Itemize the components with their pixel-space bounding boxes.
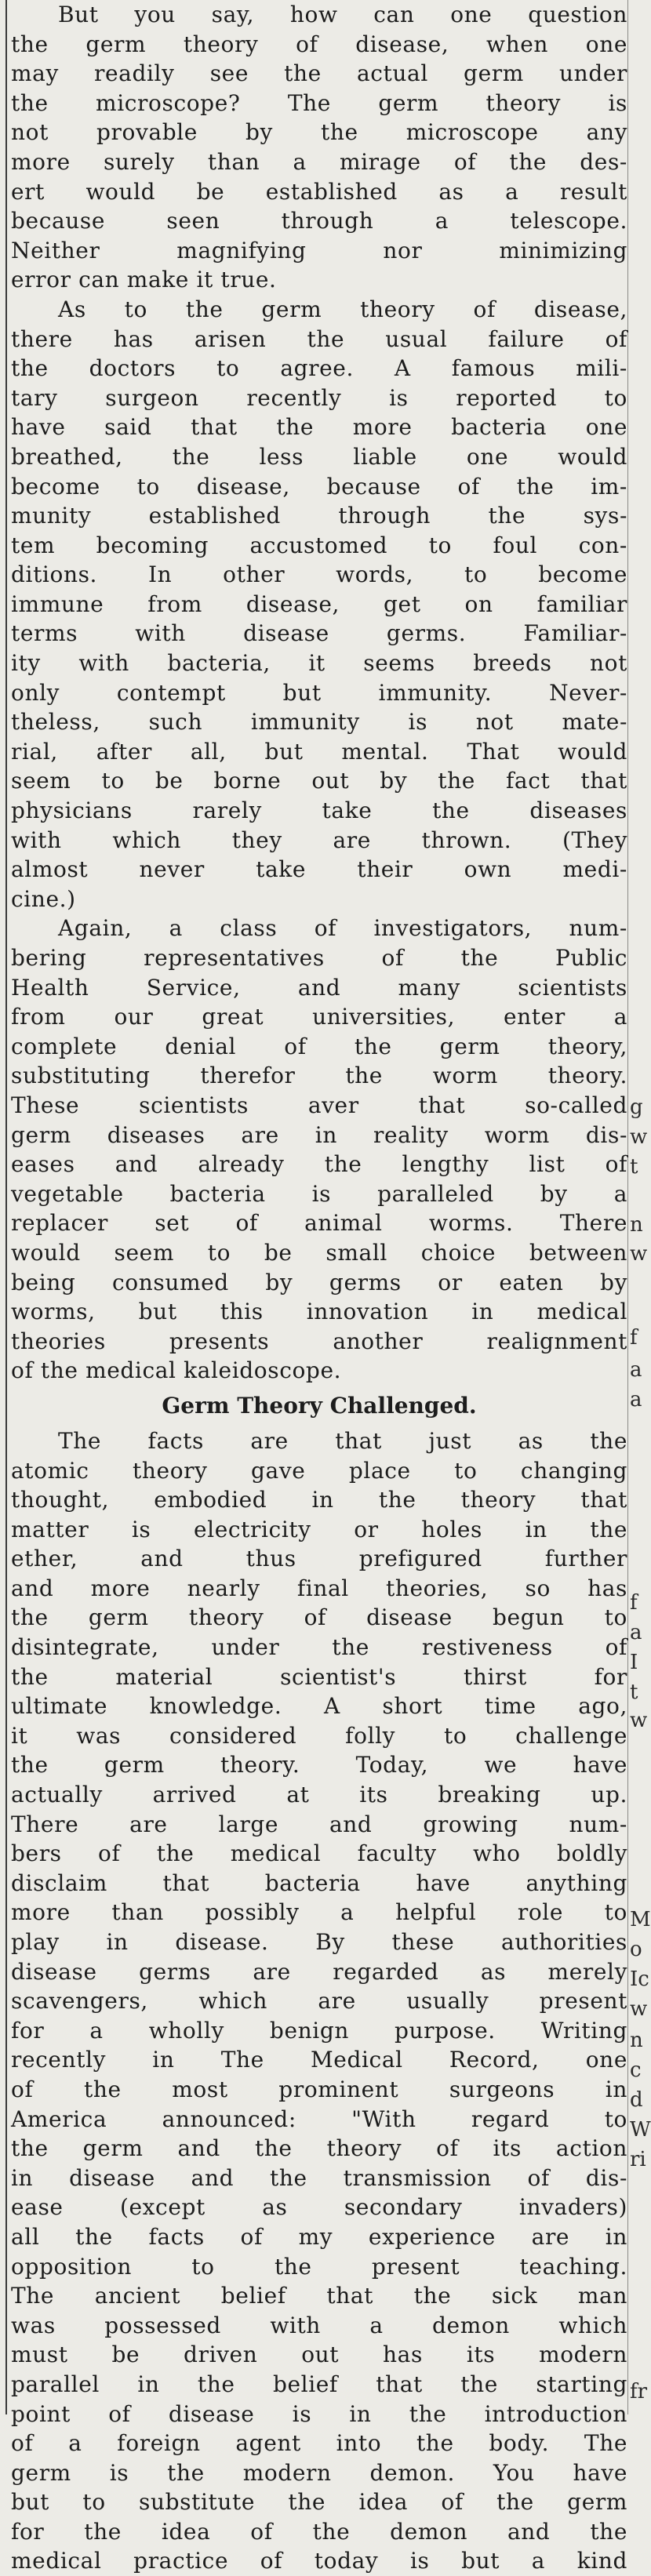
text-line: for a wholly benign purpose. Writing (11, 2017, 627, 2044)
paragraph-4 (11, 1426, 627, 2576)
text-line: cine.) (11, 885, 76, 912)
column-fragment: I (630, 1651, 638, 1674)
text-line: may readily see the actual germ under (11, 60, 627, 87)
text-line: more than possibly a helpful role to (11, 1899, 627, 1926)
column-fragment: a (630, 1621, 642, 1644)
column-fragment: ri (630, 2148, 646, 2171)
text-line: there has arisen the usual failure of (11, 325, 627, 352)
paragraph-3 (11, 914, 627, 1386)
text-line: But you say, how can one question (58, 2, 627, 27)
column-fragment: t (630, 1680, 638, 1704)
column-fragment: w (630, 1997, 648, 2021)
text-line: actually arrived at its breaking up. (11, 1782, 627, 1808)
text-line: point of disease is in the introduction (11, 2400, 627, 2427)
text-line: Health Service, and many scientists (11, 974, 627, 1001)
text-line: terms with disease germs. Familiar- (11, 620, 627, 647)
text-line: being consumed by germs or eaten by (11, 1269, 627, 1295)
text-line: Neither magnifying nor minimizing (11, 237, 627, 263)
text-line: not provable by the microscope any (11, 119, 627, 146)
text-line: America announced: "With regard to (11, 2105, 627, 2132)
text-line: of the medical kaleidoscope. (11, 1357, 342, 1384)
text-line: have said that the more bacteria one (11, 414, 627, 441)
text-line: thought, embodied in the theory that (11, 1487, 627, 1513)
text-line: These scientists aver that so-called (11, 1092, 627, 1118)
text-line: tary surgeon recently is reported to (11, 384, 627, 411)
column-fragment: Ic (630, 1967, 649, 1991)
text-line: the germ theory. Today, we have (11, 1752, 627, 1778)
adjacent-column-fragments (630, 0, 651, 2414)
text-line: tem becoming accustomed to foul con- (11, 532, 627, 558)
text-line: breathed, the less liable one would (11, 443, 627, 470)
text-line: germ is the modern demon. You have (11, 2459, 627, 2486)
text-line: the germ theory of disease, when one (11, 31, 627, 57)
text-line: disclaim that bacteria have anything (11, 1869, 627, 1896)
text-line: germ diseases are in reality worm dis- (11, 1121, 627, 1148)
text-line: must be driven out has its modern (11, 2342, 627, 2368)
column-rule-right (627, 0, 628, 2414)
text-line: from our great universities, enter a (11, 1004, 627, 1030)
paragraph-1 (11, 0, 627, 295)
text-line: scavengers, which are usually present (11, 1988, 627, 2015)
column-fragment: o (630, 1938, 642, 1961)
column-fragment: f (630, 1326, 638, 1350)
column-fragment: d (630, 2088, 643, 2112)
text-line: immune from disease, get on familiar (11, 590, 627, 617)
text-line: was possessed with a demon which (11, 2312, 627, 2338)
text-line: play in disease. By these authorities (11, 1929, 627, 1955)
column-fragment: w (630, 1125, 648, 1149)
text-line: become to disease, because of the im- (11, 473, 627, 500)
text-line: As to the germ theory of disease, (58, 296, 627, 322)
text-line: and more nearly final theories, so has (11, 1575, 627, 1601)
column-fragment: n (630, 1213, 643, 1237)
text-line: seem to be borne out by the fact that (11, 768, 627, 794)
text-line: complete denial of the germ theory, (11, 1033, 627, 1059)
text-line: parallel in the belief that the starting (11, 2371, 627, 2397)
text-line: matter is electricity or holes in the (11, 1516, 627, 1542)
text-line: all the facts of my experience are in (11, 2223, 627, 2250)
paragraph-2 (11, 295, 627, 914)
text-line: of a foreign agent into the body. The (11, 2430, 627, 2457)
column-fragment: w (630, 1709, 648, 1732)
text-line: The facts are that just as the (58, 1427, 627, 1454)
text-line: opposition to the present teaching. (11, 2253, 627, 2280)
text-line: of the most prominent surgeons in (11, 2076, 627, 2102)
text-line: only contempt but immunity. Never- (11, 679, 627, 706)
text-line: because seen through a telescope. (11, 208, 627, 234)
text-line: ity with bacteria, it seems breeds not (11, 650, 627, 677)
text-line: the material scientist's thirst for (11, 1663, 627, 1690)
article-column (11, 0, 627, 2576)
text-line: in disease and the transmission of dis- (11, 2164, 627, 2191)
column-fragment: w (630, 1242, 648, 1266)
text-line: ultimate knowledge. A short time ago, (11, 1693, 627, 1720)
text-line: the germ and the theory of its action (11, 2135, 627, 2162)
text-line: but to substitute the idea of the germ (11, 2489, 627, 2516)
text-line: would seem to be small choice between (11, 1239, 627, 1266)
text-line: theories presents another realignment (11, 1328, 627, 1354)
text-line: worms, but this innovation in medical (11, 1299, 627, 1325)
column-fragment: M (630, 1908, 651, 1931)
text-line: eases and already the lengthy list of (11, 1151, 627, 1178)
column-fragment: n (630, 2029, 643, 2052)
column-fragment: fr (630, 2380, 648, 2403)
text-line: more surely than a mirage of the des- (11, 148, 627, 175)
column-fragment: g (630, 1095, 643, 1119)
column-fragment: a (630, 1358, 642, 1382)
text-line: bers of the medical faculty who boldly (11, 1840, 627, 1867)
text-line: physicians rarely take the diseases (11, 798, 627, 824)
text-line: it was considered folly to challenge (11, 1722, 627, 1749)
text-line: atomic theory gave place to changing (11, 1457, 627, 1484)
text-line: recently in The Medical Record, one (11, 2047, 627, 2073)
text-line: Again, a class of investigators, num- (58, 915, 627, 942)
text-line: disease germs are regarded as merely (11, 1958, 627, 1985)
text-line: almost never take their own medi- (11, 856, 627, 883)
text-line: munity established through the sys- (11, 503, 627, 529)
text-line: substituting therefor the worm theory. (11, 1063, 627, 1089)
text-line: with which they are thrown. (They (11, 827, 627, 853)
text-line: error can make it true. (11, 267, 277, 293)
text-line: the microscope? The germ theory is (11, 89, 627, 116)
text-line: theless, such immunity is not mate- (11, 709, 627, 736)
column-fragment: t (630, 1155, 638, 1179)
text-line: replacer set of animal worms. There (11, 1210, 627, 1237)
text-line: There are large and growing num- (11, 1811, 627, 1837)
text-line: ditions. In other words, to become (11, 561, 627, 588)
text-line: rial, after all, but mental. That would (11, 738, 627, 765)
column-fragment: c (630, 2058, 642, 2082)
text-line: The ancient belief that the sick man (11, 2283, 627, 2309)
column-fragment: f (630, 1591, 638, 1615)
text-line: the germ theory of disease begun to (11, 1604, 627, 1631)
text-line: medical practice of today is but a kind (11, 2548, 627, 2574)
text-line: vegetable bacteria is paralleled by a (11, 1180, 627, 1207)
text-line: disintegrate, under the restiveness of (11, 1634, 627, 1661)
text-line: bering representatives of the Public (11, 945, 627, 971)
text-line: for the idea of the demon and the (11, 2518, 627, 2545)
text-line: ease (except as secondary invaders) (11, 2194, 627, 2221)
text-line: ert would be established as a result (11, 178, 627, 205)
column-fragment: W (630, 2118, 651, 2142)
text-line: ether, and thus prefigured further (11, 1546, 627, 1572)
column-fragment: a (630, 1388, 642, 1412)
column-rule-left (5, 0, 7, 2414)
text-line: the doctors to agree. A famous mili- (11, 355, 627, 382)
section-heading: Germ Theory Challenged. (162, 1392, 477, 1419)
